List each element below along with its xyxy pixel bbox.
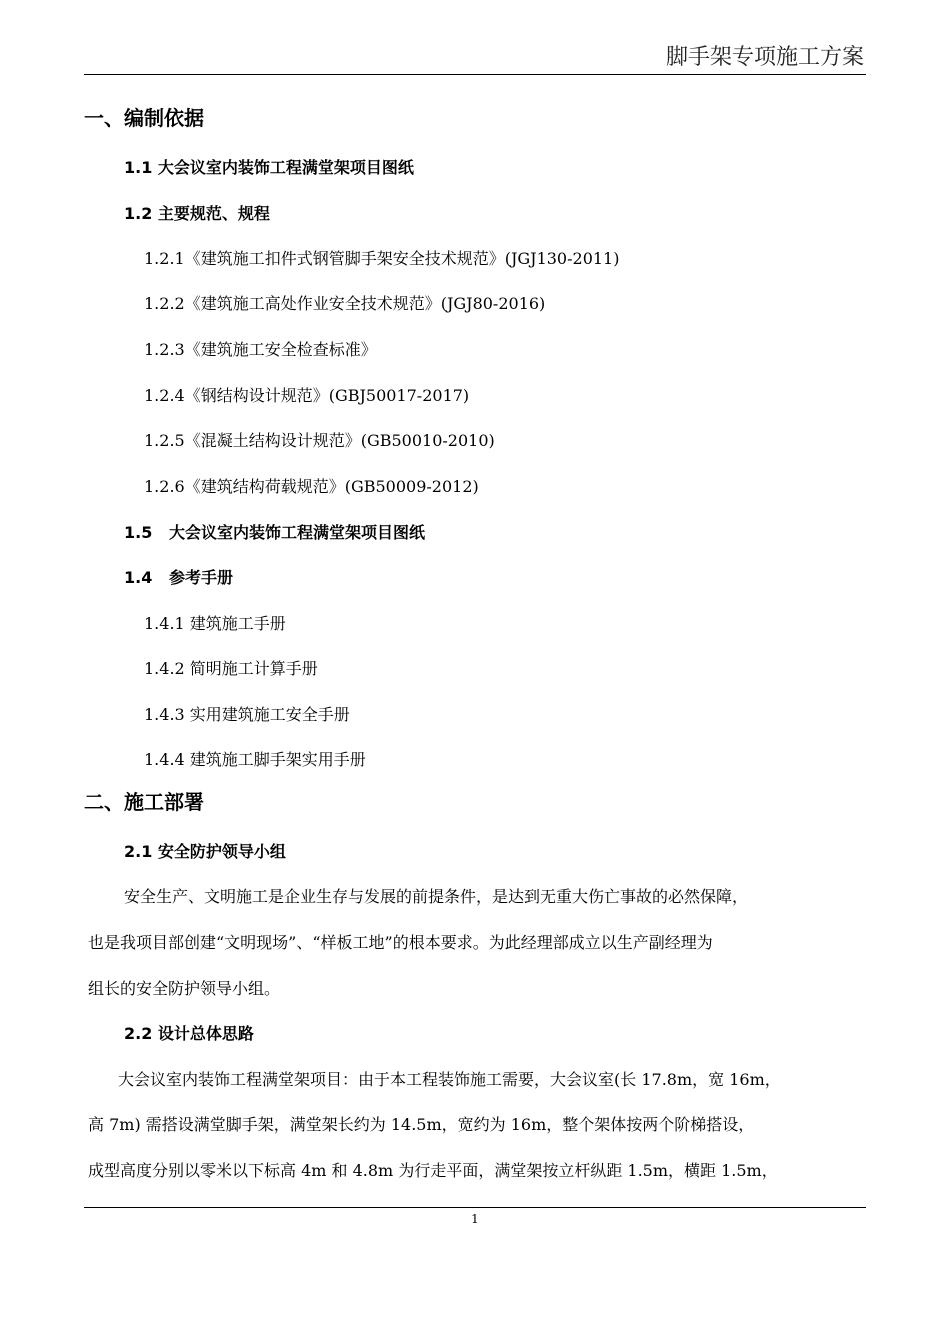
page-number: 1 bbox=[471, 1212, 479, 1226]
paragraph-2-1-line-2: 也是我项目部创建“文明现场”、“样板工地”的根本要求。为此经理部成立以生产副经理为 bbox=[88, 933, 713, 952]
paragraph-2-2-line-3: 成型高度分别以零米以下标高 4m 和 4.8m 为行走平面，满堂架按立杆纵距 1.5m，横距 1.5m， bbox=[88, 1161, 778, 1180]
footer-divider bbox=[84, 1207, 866, 1208]
item-1-2-3: 1.2.3《建筑施工安全检查标准》 bbox=[144, 340, 377, 359]
subsection-1-2: 1.2 主要规范、规程 bbox=[124, 204, 270, 223]
subsection-2-1: 2.1 安全防护领导小组 bbox=[124, 842, 286, 861]
subsection-1-5: 1.5 大会议室内装饰工程满堂架项目图纸 bbox=[124, 523, 426, 542]
item-1-2-5: 1.2.5《混凝土结构设计规范》(GB50010-2010) bbox=[144, 431, 495, 450]
item-1-2-4: 1.2.4《钢结构设计规范》(GBJ50017-2017) bbox=[144, 386, 470, 405]
section-heading-1: 一、编制依据 bbox=[84, 106, 204, 130]
paragraph-2-2-line-2: 高 7m) 需搭设满堂脚手架，满堂架长约为 14.5m，宽约为 16m，整个架体按两个阶梯搭设， bbox=[88, 1115, 755, 1134]
subsection-2-2: 2.2 设计总体思路 bbox=[124, 1024, 254, 1043]
item-1-2-2: 1.2.2《建筑施工高处作业安全技术规范》(JGJ80-2016) bbox=[144, 294, 546, 313]
item-1-2-1: 1.2.1《建筑施工扣件式钢管脚手架安全技术规范》(JGJ130-2011) bbox=[144, 249, 620, 268]
item-1-4-1: 1.4.1 建筑施工手册 bbox=[144, 614, 286, 633]
section-heading-2: 二、施工部署 bbox=[84, 790, 204, 814]
paragraph-2-2-line-1: 大会议室内装饰工程满堂架项目：由于本工程装饰施工需要，大会议室(长 17.8m，宽 16m， bbox=[118, 1070, 781, 1089]
item-1-2-6: 1.2.6《建筑结构荷载规范》(GB50009-2012) bbox=[144, 477, 479, 496]
header-title: 脚手架专项施工方案 bbox=[665, 45, 864, 70]
header-divider bbox=[84, 74, 866, 75]
item-1-4-2: 1.4.2 简明施工计算手册 bbox=[144, 659, 318, 678]
subsection-1-1: 1.1 大会议室内装饰工程满堂架项目图纸 bbox=[124, 158, 414, 177]
paragraph-2-1-line-1: 安全生产、文明施工是企业生存与发展的前提条件，是达到无重大伤亡事故的必然保障， bbox=[124, 887, 749, 906]
subsection-1-4: 1.4 参考手册 bbox=[124, 568, 234, 587]
item-1-4-4: 1.4.4 建筑施工脚手架实用手册 bbox=[144, 750, 366, 769]
item-1-4-3: 1.4.3 实用建筑施工安全手册 bbox=[144, 705, 350, 724]
paragraph-2-1-line-3: 组长的安全防护领导小组。 bbox=[88, 979, 281, 998]
